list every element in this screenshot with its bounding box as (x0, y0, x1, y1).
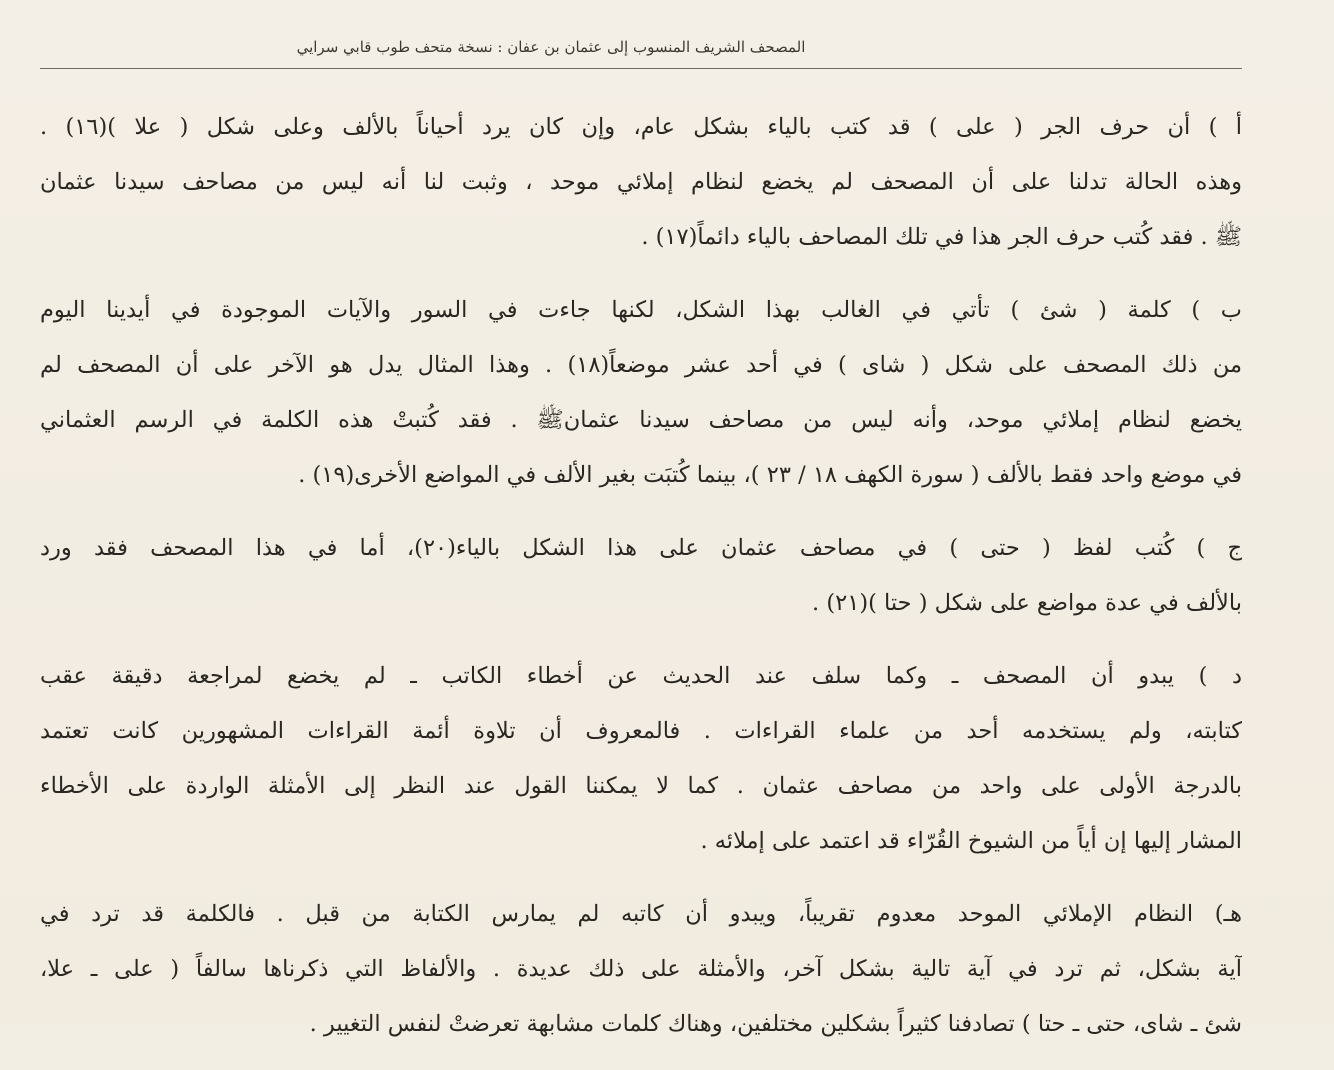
text-line: د ) يبدو أن المصحف ـ وكما سلف عند الحديث عن أخطاء الكاتب ـ لم يخضع لمراجعة دقيقة عقب (40, 663, 1242, 689)
paragraph-dal (40, 649, 1242, 869)
text-line: أ ) أن حرف الجر ( على ) قد كتب بالياء بشكل عام، وإن كان يرد أحياناً بالألف وعلى شكل ( علا )(١٦) . (40, 114, 1242, 140)
text-line: بالألف في عدة مواضع على شكل ( حتا )(٢١) . (812, 590, 1242, 616)
text-line: كتابته، ولم يستخدمه أحد من علماء القراءات . فالمعروف أن تلاوة أئمة القراءات المشهورين كانت تعتمد (40, 718, 1242, 744)
text-line: المشار إليها إن أياً من الشيوخ القُرّاء قد اعتمد على إملائه . (700, 828, 1242, 854)
text-line: آية بشكل، ثم ترد في آية تالية بشكل آخر، والأمثلة على ذلك عديدة . والألفاظ التي ذكرناها سالفاً ( على ـ علا، (40, 956, 1242, 982)
text-line: يخضع لنظام إملائي موحد، وأنه ليس من مصاحف سيدنا عثمانﷺ . فقد كُتبتْ هذه الكلمة في الرسم العثماني (40, 407, 1242, 433)
text-line: شئ ـ شاى، حتى ـ حتا ) تصادفنا كثيراً بشكلين مختلفين، وهناك كلمات مشابهة تعرضتْ لنفس التغيير . (309, 1011, 1242, 1037)
text-line: ج ) كُتب لفظ ( حتى ) في مصاحف عثمان على هذا الشكل بالياء(٢٠)، أما في هذا المصحف فقد ورد (40, 535, 1242, 561)
paragraph-jim (40, 521, 1242, 631)
text-line: ﷺ . فقد كُتب حرف الجر هذا في تلك المصاحف بالياء دائماً(١٧) . (641, 224, 1242, 250)
running-title: المصحف الشريف المنسوب إلى عثمان بن عفان : نسخة متحف طوب قابي سرايي (296, 38, 806, 56)
text-line: ب ) كلمة ( شئ ) تأتي في الغالب بهذا الشكل، لكنها جاءت في السور والآيات الموجودة في أيدينا اليوم (40, 297, 1242, 323)
paragraph-alif (40, 100, 1242, 265)
text-line: هـ) النظام الإملائي الموحد معدوم تقريباً، ويبدو أن كاتبه لم يمارس الكتابة من قبل . فالكلمة قد ترد في (40, 901, 1242, 927)
text-line: في موضع واحد فقط بالألف ( سورة الكهف ١٨ / ٢٣ )، بينما كُتبَت بغير الألف في المواضع الأخرى(١٩) . (298, 462, 1242, 488)
text-line: من ذلك المصحف على شكل ( شاى ) في أحد عشر موضعاً(١٨) . وهذا المثال يدل هو الآخر على أن المصحف لم (40, 352, 1242, 378)
running-header (40, 28, 1242, 69)
text-line: بالدرجة الأولى على واحد من مصاحف عثمان . كما لا يمكننا القول عند النظر إلى الأمثلة الواردة على الأخطاء (40, 773, 1242, 799)
text-line: وهذه الحالة تدلنا على أن المصحف لم يخضع لنظام إملائي موحد ، وثبت لنا أنه ليس من مصاحف سيدنا عثمان (40, 169, 1242, 195)
paragraph-ha (40, 887, 1242, 1052)
paragraph-ba (40, 283, 1242, 503)
body-text (40, 100, 1242, 1070)
